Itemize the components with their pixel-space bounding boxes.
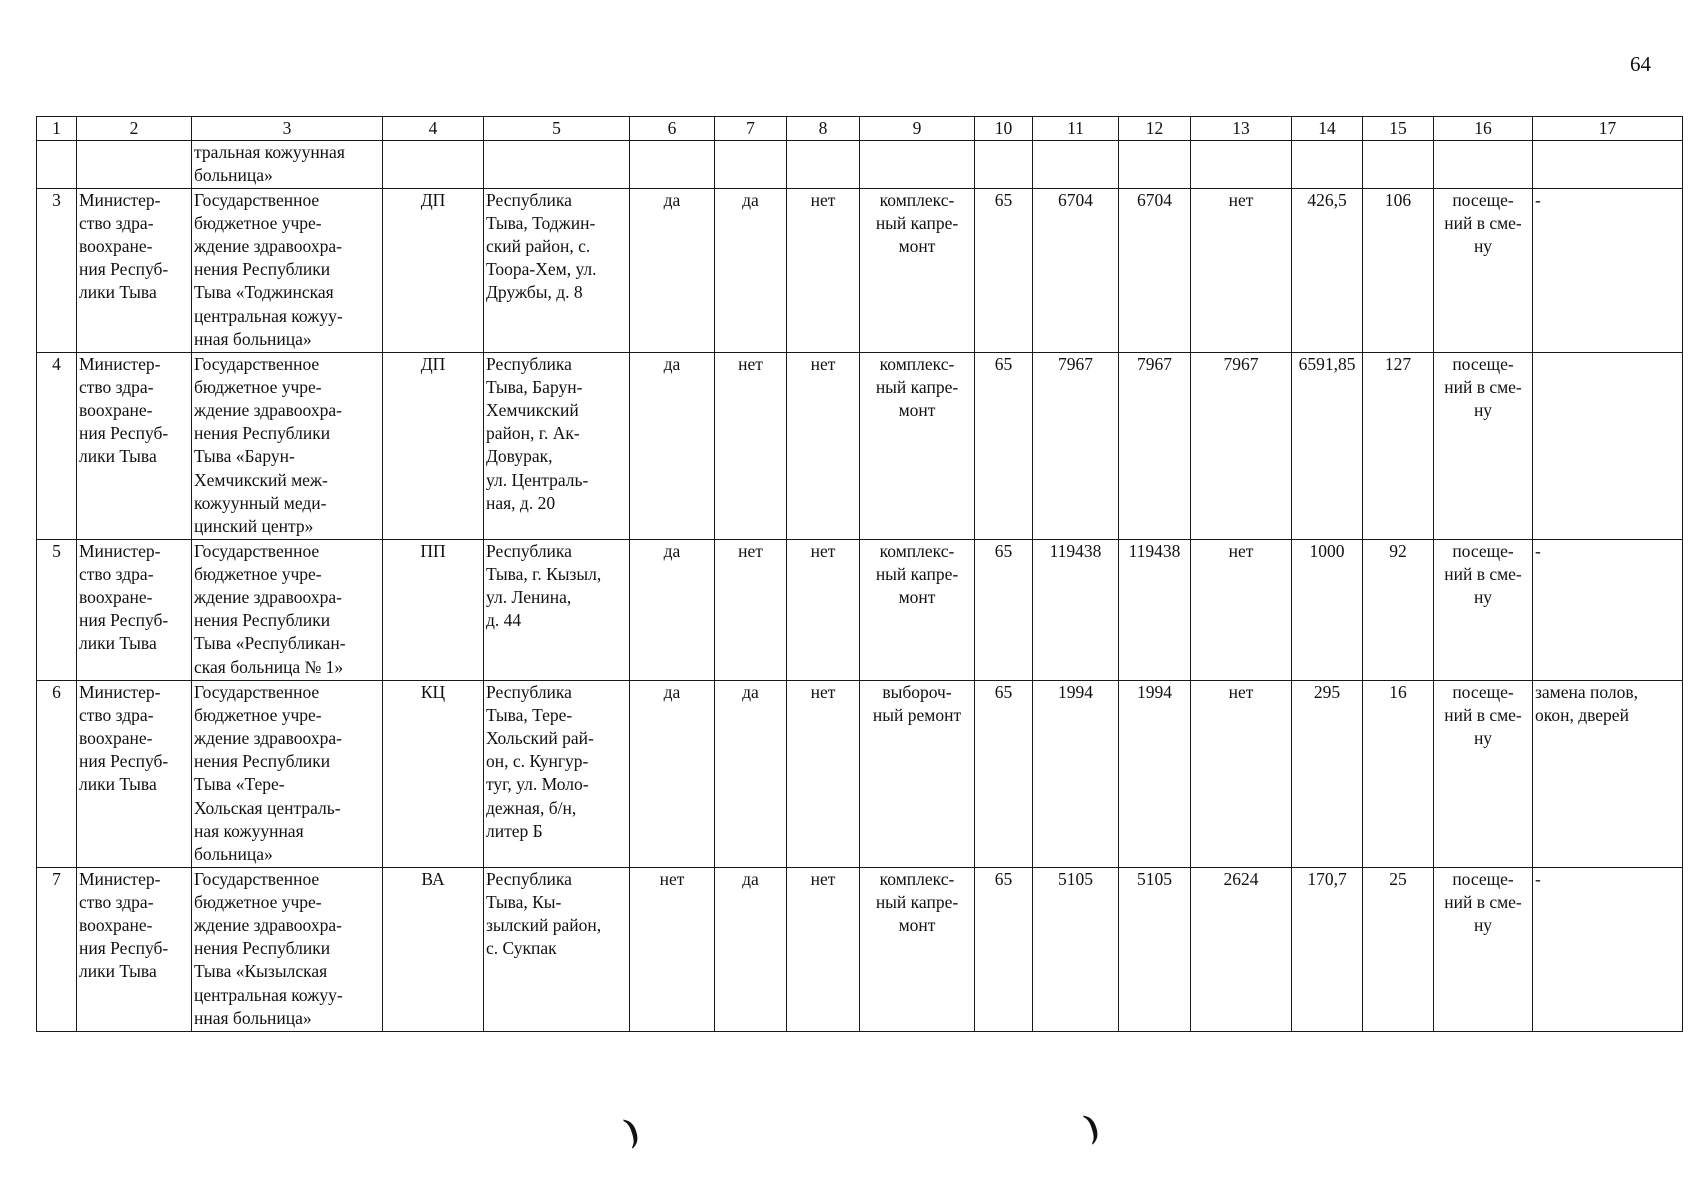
- cell-col-7: [715, 141, 787, 188]
- cell-col-17: [1533, 352, 1683, 539]
- cell-col-5: [484, 141, 630, 188]
- cell-col-8: [787, 141, 860, 188]
- cell-col-12: 1994: [1119, 680, 1191, 867]
- cell-col-2: Министер- ство здра- воохране- ния Респуб- лики Тыва: [77, 680, 192, 867]
- table-row: [37, 539, 1683, 680]
- cell-col-13: нет: [1191, 680, 1292, 867]
- cell-col-4: КЦ: [383, 680, 484, 867]
- cell-col-3: Государственное бюджетное учре- ждение здравоохра- нения Республики Тыва «Тоджинская центральная кожуу- нная больница»: [192, 188, 383, 352]
- cell-col-8: нет: [787, 188, 860, 352]
- cell-col-6: нет: [630, 867, 715, 1031]
- cell-col-12: 5105: [1119, 867, 1191, 1031]
- column-number-12: 12: [1119, 117, 1191, 141]
- cell-col-6: да: [630, 352, 715, 539]
- cell-col-3: Государственное бюджетное учре- ждение здравоохра- нения Республики Тыва «Республикан- ская больница № 1»: [192, 539, 383, 680]
- cell-col-12: 7967: [1119, 352, 1191, 539]
- cell-col-17: [1533, 141, 1683, 188]
- cell-col-17: -: [1533, 539, 1683, 680]
- cell-col-7: да: [715, 188, 787, 352]
- cell-col-2: [77, 141, 192, 188]
- cell-col-13: нет: [1191, 188, 1292, 352]
- cell-col-1: 4: [37, 352, 77, 539]
- cell-col-15: 92: [1363, 539, 1434, 680]
- cell-col-1: 6: [37, 680, 77, 867]
- cell-col-10: 65: [975, 680, 1033, 867]
- cell-col-2: Министер- ство здра- воохране- ния Респуб- лики Тыва: [77, 539, 192, 680]
- table-row: [37, 867, 1683, 1031]
- cell-col-9: комплекс- ный капре- монт: [860, 867, 975, 1031]
- cell-col-1: 3: [37, 188, 77, 352]
- cell-col-4: ВА: [383, 867, 484, 1031]
- cell-col-7: да: [715, 680, 787, 867]
- cell-col-10: 65: [975, 867, 1033, 1031]
- cell-col-16: посеще- ний в сме- ну: [1434, 680, 1533, 867]
- column-number-4: 4: [383, 117, 484, 141]
- cell-col-3: тральная кожуунная больница»: [192, 141, 383, 188]
- column-number-7: 7: [715, 117, 787, 141]
- cell-col-16: [1434, 141, 1533, 188]
- cell-col-1: 7: [37, 867, 77, 1031]
- page-number: 64: [1630, 52, 1651, 76]
- cell-col-14: 6591,85: [1292, 352, 1363, 539]
- cell-col-1: 5: [37, 539, 77, 680]
- cell-col-9: [860, 141, 975, 188]
- register-table: [36, 116, 1683, 1032]
- cell-col-8: нет: [787, 867, 860, 1031]
- column-number-8: 8: [787, 117, 860, 141]
- cell-col-14: 426,5: [1292, 188, 1363, 352]
- cell-col-4: [383, 141, 484, 188]
- cell-col-12: 6704: [1119, 188, 1191, 352]
- cell-col-15: 25: [1363, 867, 1434, 1031]
- cell-col-13: нет: [1191, 539, 1292, 680]
- cell-col-9: выбороч- ный ремонт: [860, 680, 975, 867]
- cell-col-10: 65: [975, 539, 1033, 680]
- cell-col-16: посеще- ний в сме- ну: [1434, 867, 1533, 1031]
- cell-col-9: комплекс- ный капре- монт: [860, 352, 975, 539]
- cell-col-16: посеще- ний в сме- ну: [1434, 188, 1533, 352]
- margin-mark-left: ): [620, 1111, 643, 1150]
- cell-col-14: [1292, 141, 1363, 188]
- cell-col-15: [1363, 141, 1434, 188]
- cell-col-11: 7967: [1033, 352, 1119, 539]
- table-row: [37, 680, 1683, 867]
- cell-col-6: да: [630, 680, 715, 867]
- continuation-row: [37, 141, 1683, 188]
- cell-col-5: Республика Тыва, г. Кызыл, ул. Ленина, д. 44: [484, 539, 630, 680]
- cell-col-5: Республика Тыва, Кы- зылский район, с. Сукпак: [484, 867, 630, 1031]
- cell-col-13: 2624: [1191, 867, 1292, 1031]
- column-number-6: 6: [630, 117, 715, 141]
- cell-col-8: нет: [787, 352, 860, 539]
- cell-col-9: комплекс- ный капре- монт: [860, 539, 975, 680]
- cell-col-7: нет: [715, 352, 787, 539]
- table-row: [37, 352, 1683, 539]
- cell-col-16: посеще- ний в сме- ну: [1434, 352, 1533, 539]
- column-number-5: 5: [484, 117, 630, 141]
- column-number-9: 9: [860, 117, 975, 141]
- cell-col-11: 119438: [1033, 539, 1119, 680]
- cell-col-4: ДП: [383, 188, 484, 352]
- cell-col-17: -: [1533, 188, 1683, 352]
- cell-col-1: [37, 141, 77, 188]
- column-number-row: [37, 117, 1683, 141]
- cell-col-9: комплекс- ный капре- монт: [860, 188, 975, 352]
- column-number-3: 3: [192, 117, 383, 141]
- cell-col-11: 5105: [1033, 867, 1119, 1031]
- column-number-13: 13: [1191, 117, 1292, 141]
- column-number-15: 15: [1363, 117, 1434, 141]
- cell-col-10: 65: [975, 352, 1033, 539]
- cell-col-3: Государственное бюджетное учре- ждение здравоохра- нения Республики Тыва «Кызылская центральная кожуу- нная больница»: [192, 867, 383, 1031]
- cell-col-5: Республика Тыва, Барун- Хемчикский район, г. Ак- Довурак, ул. Централь- ная, д. 20: [484, 352, 630, 539]
- cell-col-11: 6704: [1033, 188, 1119, 352]
- cell-col-15: 127: [1363, 352, 1434, 539]
- column-number-2: 2: [77, 117, 192, 141]
- cell-col-15: 106: [1363, 188, 1434, 352]
- cell-col-2: Министер- ство здра- воохране- ния Респуб- лики Тыва: [77, 867, 192, 1031]
- cell-col-13: [1191, 141, 1292, 188]
- cell-col-6: да: [630, 539, 715, 680]
- column-number-10: 10: [975, 117, 1033, 141]
- cell-col-4: ПП: [383, 539, 484, 680]
- cell-col-11: [1033, 141, 1119, 188]
- cell-col-8: нет: [787, 680, 860, 867]
- column-number-14: 14: [1292, 117, 1363, 141]
- cell-col-8: нет: [787, 539, 860, 680]
- cell-col-6: [630, 141, 715, 188]
- cell-col-17: -: [1533, 867, 1683, 1031]
- cell-col-14: 295: [1292, 680, 1363, 867]
- cell-col-5: Республика Тыва, Тере- Хольский рай- он, с. Кунгур- туг, ул. Моло- дежная, б/н, литер Б: [484, 680, 630, 867]
- column-number-1: 1: [37, 117, 77, 141]
- cell-col-2: Министер- ство здра- воохране- ния Респуб- лики Тыва: [77, 188, 192, 352]
- cell-col-5: Республика Тыва, Тоджин- ский район, с. Тоора-Хем, ул. Дружбы, д. 8: [484, 188, 630, 352]
- cell-col-10: [975, 141, 1033, 188]
- column-number-17: 17: [1533, 117, 1683, 141]
- cell-col-12: 119438: [1119, 539, 1191, 680]
- margin-mark-right: ): [1080, 1107, 1103, 1146]
- cell-col-10: 65: [975, 188, 1033, 352]
- table-row: [37, 188, 1683, 352]
- cell-col-7: да: [715, 867, 787, 1031]
- cell-col-17: замена полов, окон, дверей: [1533, 680, 1683, 867]
- column-number-16: 16: [1434, 117, 1533, 141]
- cell-col-12: [1119, 141, 1191, 188]
- cell-col-6: да: [630, 188, 715, 352]
- cell-col-11: 1994: [1033, 680, 1119, 867]
- cell-col-14: 170,7: [1292, 867, 1363, 1031]
- cell-col-3: Государственное бюджетное учре- ждение здравоохра- нения Республики Тыва «Тере- Хольская централь- ная кожуунная больница»: [192, 680, 383, 867]
- cell-col-16: посеще- ний в сме- ну: [1434, 539, 1533, 680]
- cell-col-7: нет: [715, 539, 787, 680]
- column-number-11: 11: [1033, 117, 1119, 141]
- cell-col-14: 1000: [1292, 539, 1363, 680]
- cell-col-4: ДП: [383, 352, 484, 539]
- cell-col-15: 16: [1363, 680, 1434, 867]
- cell-col-2: Министер- ство здра- воохране- ния Респуб- лики Тыва: [77, 352, 192, 539]
- cell-col-3: Государственное бюджетное учре- ждение здравоохра- нения Республики Тыва «Барун- Хемчикский меж- кожуунный меди- цинский центр»: [192, 352, 383, 539]
- cell-col-13: 7967: [1191, 352, 1292, 539]
